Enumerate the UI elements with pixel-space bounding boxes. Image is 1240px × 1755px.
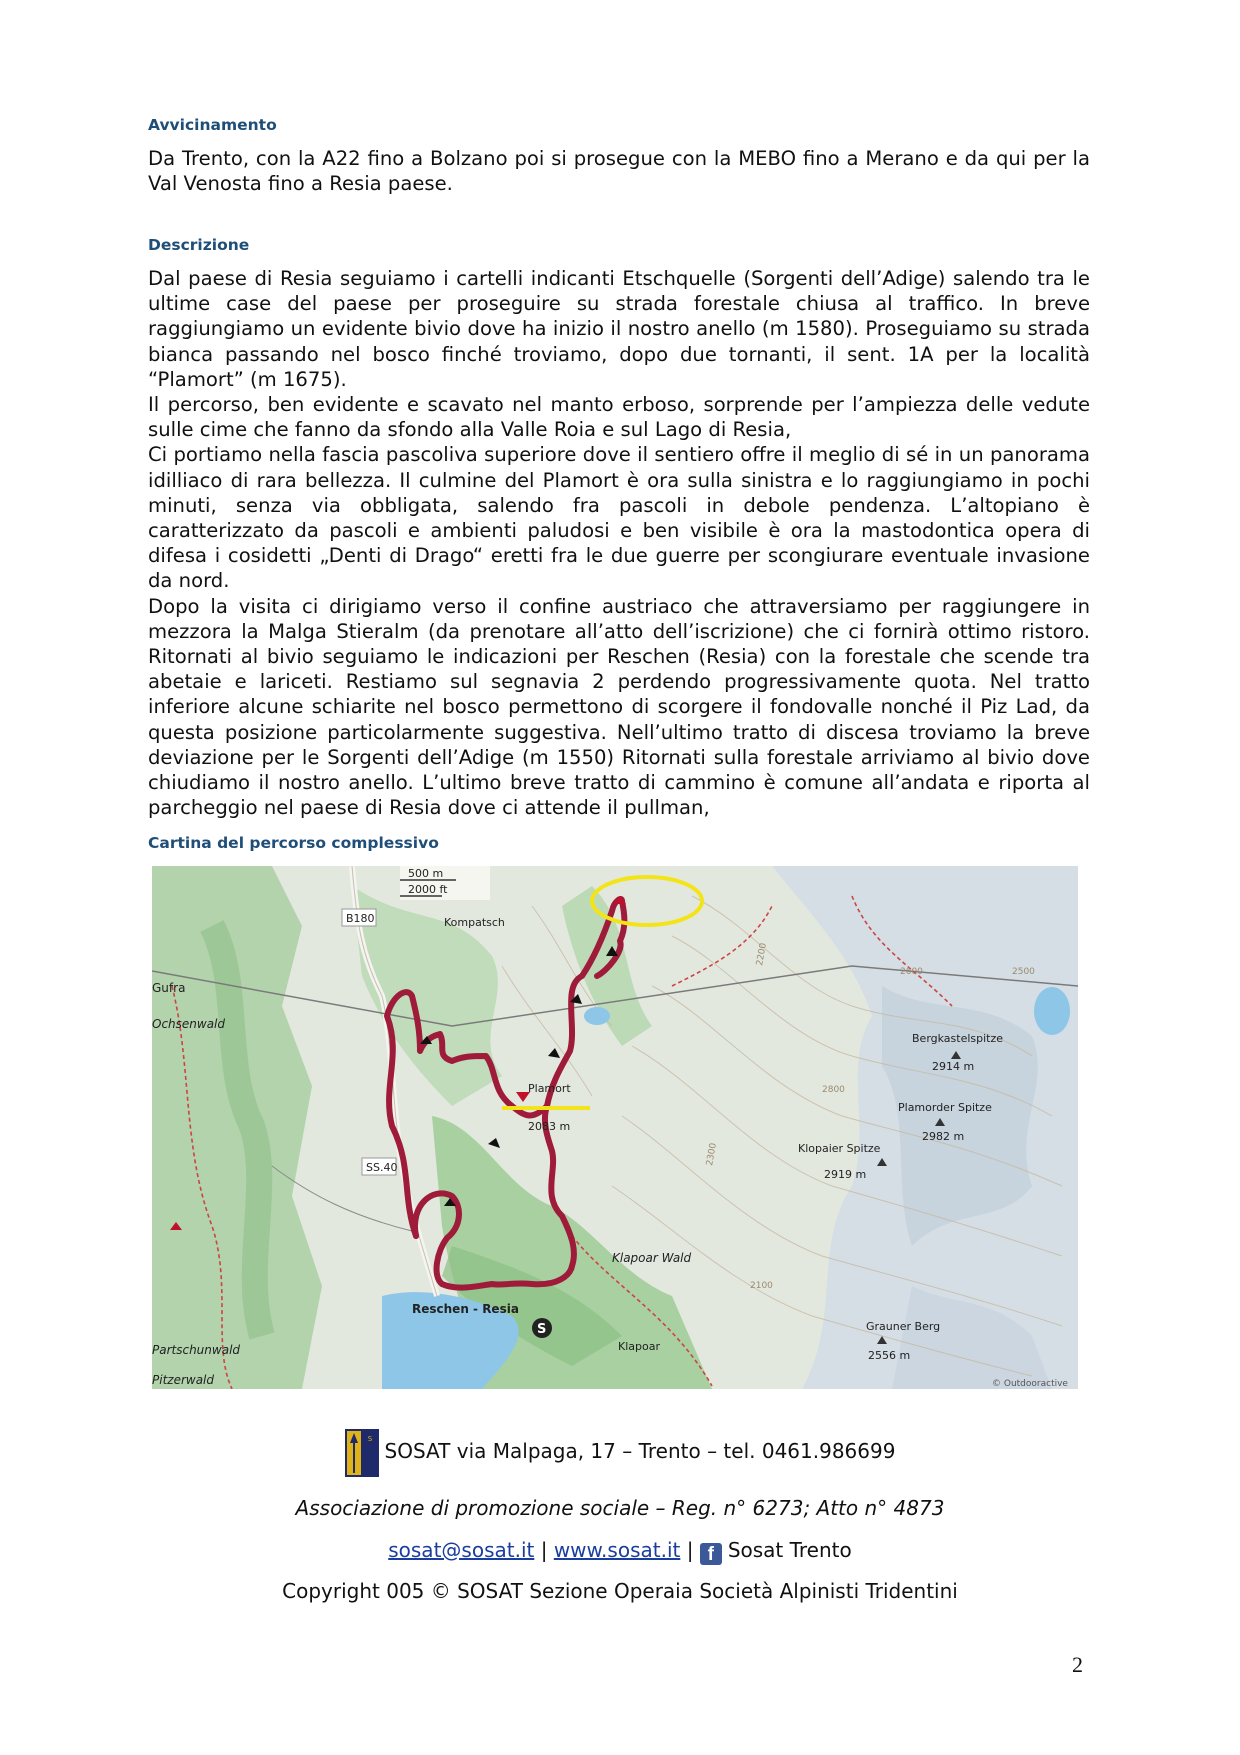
description-paragraph-3: Ci portiamo nella fascia pascoliva superiore dove il sentiero offre il meglio di sé in un panorama idilliaco di rara bellezza. Il culmine del Plamort è ora sulla sinistra e lo raggiungiamo in pochi minuti, senza via obbligata, salendo fra pascoli in debole pendenza. L’altopiano è caratterizzato da pascoli e ambienti paludosi e ben visibile è ora la mastodontica opera di difesa i cosidetti „Denti di Drago“ eretti fra le due guerre per scongiurare eventuale invasione da nord. — [148, 443, 1090, 593]
map-label-grauner-berg: Grauner Berg — [866, 1320, 941, 1333]
map-label-b180: B180 — [346, 912, 375, 925]
map-label-ss40: SS.40 — [366, 1161, 398, 1174]
map-label-bergkastelspitze-elev: 2914 m — [932, 1060, 975, 1073]
map-label-klopaier-spitze: Klopaier Spitze — [798, 1142, 881, 1155]
map-label-partschunwald: Partschunwald — [152, 1343, 241, 1357]
logo-letter-s1: S — [367, 1434, 372, 1443]
map-contour-2500: 2500 — [1012, 967, 1035, 977]
map-label-klapoar-wald: Klapoar Wald — [612, 1251, 692, 1265]
email-link[interactable]: sosat@sosat.it — [388, 1538, 535, 1562]
footer-separator-1: | — [540, 1538, 548, 1562]
map-label-pitzerwald: Pitzerwald — [152, 1373, 215, 1387]
section-title-description: Descrizione — [148, 236, 250, 254]
footer-separator-2: | — [686, 1538, 694, 1562]
description-paragraph-2: Il percorso, ben evidente e scavato nel manto erboso, sorprende per l’ampiezza delle vedute sulle cime che fanno da sfondo alla Valle Roia e sul Lago di Resia, — [148, 393, 1090, 442]
footer-links-line — [0, 1538, 1240, 1565]
footer-association: Associazione di promozione sociale – Reg. n° 6273; Atto n° 4873 — [295, 1496, 945, 1520]
map-label-plamorder-spitze: Plamorder Spitze — [898, 1101, 992, 1114]
approach-text — [148, 146, 1090, 196]
map-label-gufra: Gufra — [152, 981, 186, 995]
approach-paragraph: Da Trento, con la A22 fino a Bolzano poi si prosegue con la MEBO fino a Merano e da qui per la Val Venosta fino a Resia paese. — [148, 147, 1090, 196]
sosat-logo — [345, 1429, 379, 1477]
facebook-icon[interactable]: f — [700, 1543, 722, 1565]
parking-icon: S — [537, 1322, 547, 1337]
map-contour-2600: 2600 — [900, 967, 923, 977]
section-title-approach: Avvicinamento — [148, 116, 277, 134]
map-label-bergkastelspitze: Bergkastelspitze — [912, 1032, 1004, 1045]
map-contour-2200: 2200 — [755, 942, 769, 967]
map-contour-2300: 2300 — [705, 1142, 719, 1167]
map-label-grauner-berg-elev: 2556 m — [868, 1349, 911, 1362]
map-label-plamorder-spitze-elev: 2982 m — [922, 1130, 965, 1143]
route-map-svg — [152, 866, 1078, 1389]
map-scale-m: 500 m — [408, 867, 444, 880]
map-label-klopaier-spitze-elev: 2919 m — [824, 1168, 867, 1181]
page-number: 2 — [1072, 1652, 1083, 1677]
map-label-plamort-elev: 2083 m — [528, 1120, 571, 1133]
website-link[interactable]: www.sosat.it — [553, 1538, 681, 1562]
section-title-map: Cartina del percorso complessivo — [148, 834, 439, 852]
description-paragraph-4: Dopo la visita ci dirigiamo verso il confine austriaco che attraversiamo per raggiungere in mezzora la Malga Stieralm (da prenotare all’atto dell’iscrizione) che ci fornirà ottimo ristoro. Ritornati al bivio seguiamo le indicazioni per Reschen (Resia) con la forestale che scende tra abetaie e lariceti. Restiamo sul segnavia 2 perdendo progressivamente quota. Nel tratto inferiore alcune schiarite nel bosco permettono di scorgere il fondovalle nonché il Piz Lad, da questa posizione particolarmente suggestiva. Nell’ultimo tratto di discesa troviamo la breve deviazione per le Sorgenti dell’Adige (m 1550) Ritornati sulla forestale arriviamo al bivio dove chiudiamo il nostro anello. L’ultimo breve tratto di cammino è comune all’andata e riporta al parcheggio nel paese di Resia dove ci attende il pullman, — [148, 594, 1090, 820]
footer-address-line — [0, 1426, 1240, 1476]
map-label-kompatsch: Kompatsch — [444, 916, 505, 929]
map-contour-2100: 2100 — [750, 1281, 773, 1291]
map-label-reschen: Reschen - Resia — [412, 1302, 519, 1316]
map-credit: © Outdooractive — [992, 1379, 1068, 1389]
map-label-klapoar: Klapoar — [618, 1340, 660, 1353]
footer-copyright: Copyright 005 © SOSAT Sezione Operaia Società Alpinisti Tridentini — [282, 1579, 958, 1603]
description-text — [148, 266, 1090, 820]
map-label-plamort: Plamort — [528, 1082, 571, 1095]
description-paragraph-1: Dal paese di Resia seguiamo i cartelli indicanti Etschquelle (Sorgenti dell’Adige) salendo tra le ultime case del paese per proseguire su strada forestale chiusa al traffico. In breve raggiungiamo un evidente bivio dove ha inizio il nostro anello (m 1580). Proseguiamo su strada bianca passando nel bosco finché troviamo, dopo due tornanti, il sent. 1A per la località “Plamort” (m 1675). — [148, 267, 1090, 391]
map-scale-ft: 2000 ft — [408, 883, 448, 896]
facebook-label: Sosat Trento — [727, 1538, 852, 1562]
footer-address: SOSAT via Malpaga, 17 – Trento – tel. 0461.986699 — [384, 1439, 896, 1463]
route-map — [152, 866, 1078, 1389]
map-contour-2800: 2800 — [822, 1085, 845, 1095]
map-label-ochsenwald: Ochsenwald — [152, 1017, 226, 1031]
